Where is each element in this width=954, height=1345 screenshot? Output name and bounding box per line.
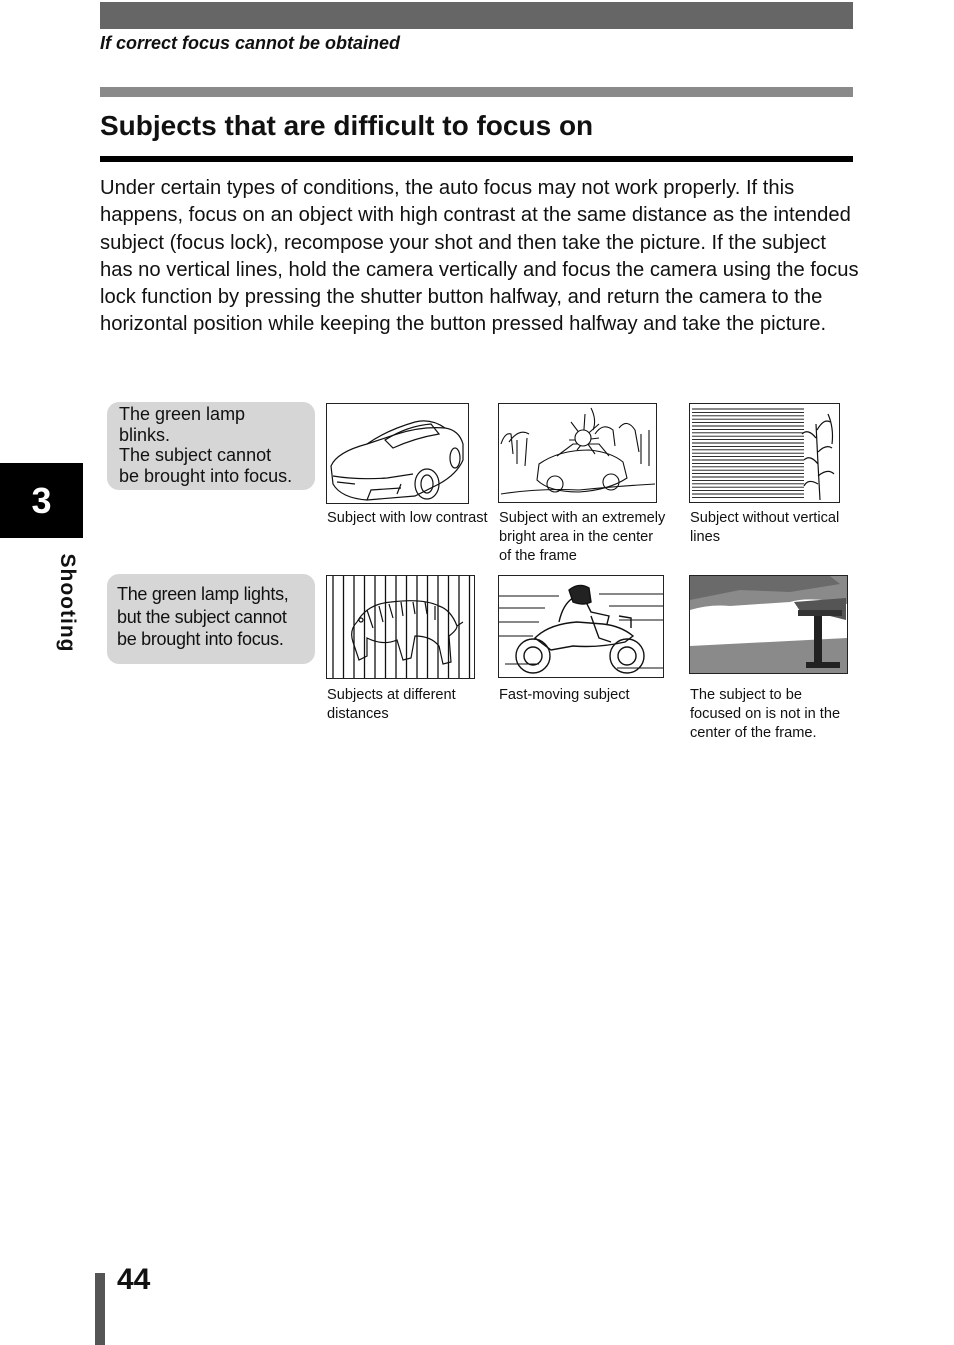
callout-line: be brought into focus.: [119, 465, 293, 486]
page-number: 44: [117, 1263, 151, 1296]
header-divider: [100, 87, 853, 97]
callout-line: be brought into focus.: [117, 629, 284, 649]
motorcycle-racer-icon: [499, 576, 663, 677]
car-with-bright-flare-icon: [499, 404, 656, 502]
chapter-label: [47, 548, 87, 658]
tiger-bars-illustration: [326, 575, 475, 679]
header-bar: [100, 2, 853, 29]
car-illustration: [326, 403, 469, 504]
caption-no-vertical-lines: Subject without vertical lines: [690, 510, 840, 545]
chapter-label-text: Shooting: [56, 553, 79, 653]
car-line-drawing-icon: [327, 404, 468, 503]
horizontal-lines-with-plant-icon: [690, 404, 839, 502]
off-center-subject-illustration: [689, 575, 848, 674]
caption-fast-moving: Fast-moving subject: [499, 687, 630, 703]
caption-different-distances: Subjects at different distances: [327, 687, 456, 722]
caption-low-contrast: Subject with low contrast: [327, 510, 488, 526]
callout-line: The subject cannot: [119, 445, 272, 465]
caption-bright-area: Subject with an extremely bright area in the center of the frame: [499, 510, 666, 564]
caption-off-center: The subject to be focused on is not in the center of the frame.: [690, 687, 841, 741]
callout-line: blinks.: [119, 424, 171, 445]
section-title: If correct focus cannot be obtained: [100, 33, 401, 53]
page-title: Subjects that are difficult to focus on: [100, 110, 594, 141]
callout-line: The green lamp: [119, 404, 246, 424]
title-underline: [100, 156, 853, 162]
page-number-bar: [95, 1273, 105, 1345]
callout-lamp-lights: [107, 574, 315, 664]
callout-lamp-blinks: [107, 402, 315, 490]
horizontal-lines-illustration: [689, 403, 840, 503]
bright-car-illustration: [498, 403, 657, 503]
tiger-behind-bars-icon: [327, 576, 474, 678]
chapter-number-tab: 3: [0, 463, 83, 538]
intro-paragraph: Under certain types of conditions, the auto focus may not work properly. If this happens, focus on an object with high contrast at the same distance as the intended subject (focus lock), recompose your shot and then take the picture. If the subject has no vertical lines, hold the camera vertically and focus the camera using the focus lock function by pressing the shutter button halfway, and return the camera to the horizontal position while keeping the button pressed halfway and take the picture.: [100, 177, 859, 336]
off-center-tree-silhouette-icon: [690, 576, 847, 673]
callout-line: but the subject cannot: [117, 606, 287, 627]
callout-line: The green lamp lights,: [117, 584, 289, 604]
motorcycle-illustration: [498, 575, 664, 678]
